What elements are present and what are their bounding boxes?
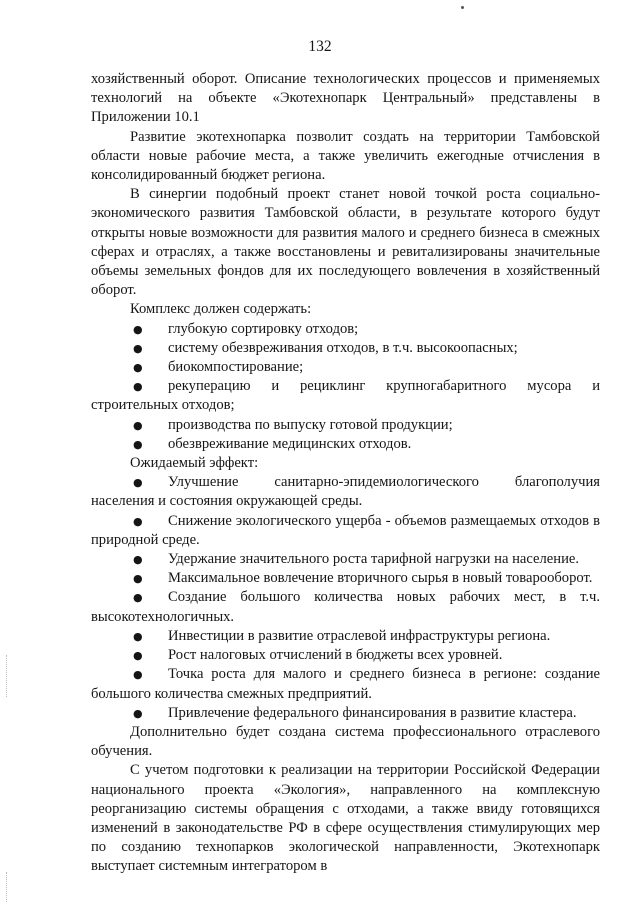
complex-list — [91, 320, 600, 454]
bullet-icon: ● — [133, 322, 143, 336]
bullet-icon: ● — [133, 341, 143, 355]
bullet-icon: ● — [133, 553, 143, 567]
paragraph-continuation: хозяйственный оборот. Описание технологических процессов и применяемых технологий на объекте «Экотехнопарк Центральный» представлены в Приложении 10.1 — [91, 71, 600, 126]
list-item: ● Снижение экологического ущерба - объемов размещаемых отходов в природной среде. — [91, 512, 600, 548]
bullet-icon: ● — [133, 629, 143, 643]
bullet-icon: ● — [133, 591, 143, 605]
document-body — [91, 70, 600, 877]
list-item: ● глубокую сортировку отходов; — [91, 320, 600, 339]
complex-list-heading: Комплекс должен содержать: — [130, 301, 312, 318]
list-item: ● Привлечение федерального финансирования в развитие кластера. — [91, 704, 600, 723]
list-item: ● рекуперацию и рециклинг крупногабаритного мусора и строительных отходов; — [91, 378, 600, 414]
list-item: ● обезвреживание медицинских отходов. — [91, 435, 600, 454]
list-item: ● Удержание значительного роста тарифной нагрузки на население. — [91, 550, 600, 569]
list-item: ● биокомпостирование; — [91, 358, 600, 377]
bullet-icon: ● — [133, 476, 143, 490]
paragraph-training: Дополнительно будет создана система профессионального отраслевого обучения. — [91, 723, 600, 760]
list-item: ● Улучшение санитарно-эпидемиологического благополучия населения и состояния окружающей среды. — [91, 474, 600, 510]
list-item: ● Инвестиции в развитие отраслевой инфраструктуры региона. — [91, 627, 600, 646]
paragraph-synergy: В синергии подобный проект станет новой точкой роста социально-экономического развития Тамбовской области, в результате которого будут открыты новые возможности для развития малого и среднего бизнеса в смежных сферах и отраслях, а также восстановлены и ревитализированы значительные объемы земельных фондов для их последующего вовлечения в хозяйственный оборот. — [91, 186, 600, 299]
bullet-icon: ● — [133, 668, 143, 682]
list-item: ● Максимальное вовлечение вторичного сырья в новый товарооборот. — [91, 569, 600, 588]
bullet-icon: ● — [133, 380, 143, 394]
paragraph-national-project: С учетом подготовки к реализации на территории Российской Федерации национального проекта «Экология», направленного на комплексную реорганизацию системы обращения с отходами, а также ввиду готовящихся изменений в законодательстве РФ в сфере осуществления стимулирующих мер по созданию технопарков экологической направленности, Экотехнопарк выступает системным интегратором в — [91, 762, 600, 875]
scan-speck — [461, 6, 464, 9]
scan-edge-marks-lower — [6, 872, 8, 902]
effects-list — [91, 473, 600, 723]
list-item: ● производства по выпуску готовой продукции; — [91, 416, 600, 435]
bullet-icon: ● — [133, 649, 143, 663]
bullet-icon: ● — [133, 418, 143, 432]
list-item: ● систему обезвреживания отходов, в т.ч. высокоопасных; — [91, 339, 600, 358]
bullet-icon: ● — [133, 706, 143, 720]
list-item: ● Создание большого количества новых рабочих мест, в т.ч. высокотехнологичных. — [91, 589, 600, 625]
list-item: ● Рост налоговых отчислений в бюджеты всех уровней. — [91, 646, 600, 665]
bullet-icon: ● — [133, 514, 143, 528]
list-item: ● Точка роста для малого и среднего бизнеса в регионе: создание большого количества смежных предприятий. — [91, 666, 600, 702]
bullet-icon: ● — [133, 437, 143, 451]
bullet-icon: ● — [133, 361, 143, 375]
effects-list-heading: Ожидаемый эффект: — [130, 455, 259, 472]
scan-edge-marks — [6, 655, 8, 697]
paragraph-development: Развитие экотехнопарка позволит создать на территории Тамбовской области новые рабочие места, а также увеличить ежегодные отчисления в консолидированный бюджет региона. — [91, 128, 600, 184]
bullet-icon: ● — [133, 572, 143, 586]
page-number: 132 — [308, 38, 332, 55]
